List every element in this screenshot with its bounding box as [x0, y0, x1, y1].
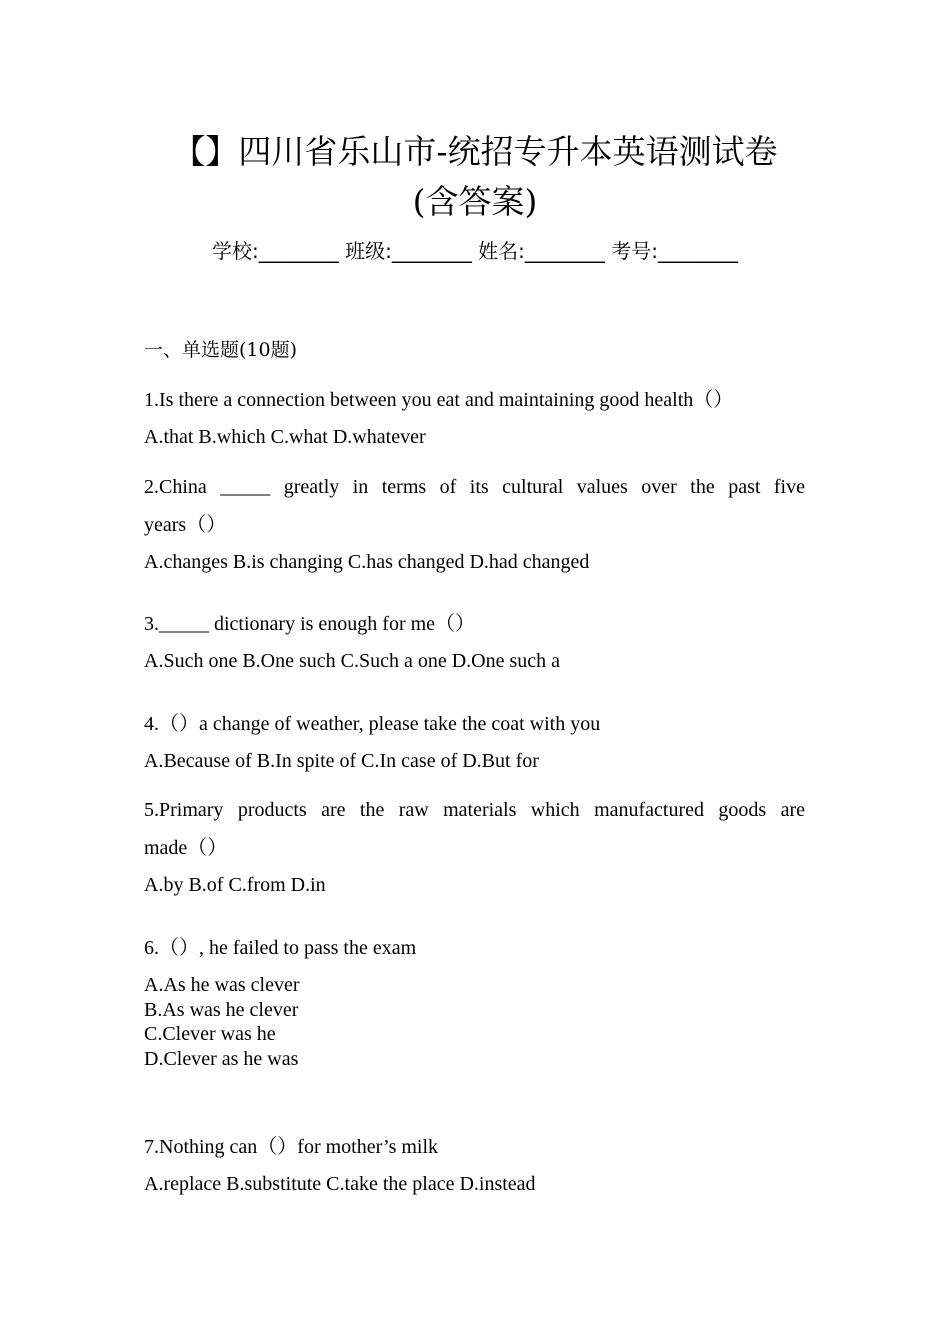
question-5-text-line-2: made（） — [144, 837, 228, 859]
question-5-text-line-1: 5.Primary products are the raw materials which manufactured goods are — [144, 799, 805, 821]
question-7-text: 7.Nothing can（）for mother’s milk — [144, 1136, 439, 1158]
question-6-text: 6.（）, he failed to pass the exam — [144, 937, 417, 959]
question-4-options: A.Because of B.In spite of C.In case of D.But for — [144, 750, 539, 772]
section-heading: 一、单选题(10题) — [144, 339, 298, 361]
question-1-text: 1.Is there a connection between you eat and maintaining good health（） — [144, 389, 734, 411]
question-6-option-c: C.Clever was he — [144, 1023, 276, 1045]
question-2-text-line-2: years（） — [144, 514, 227, 536]
document-title-line-2: (含答案) — [412, 182, 538, 221]
question-7-options: A.replace B.substitute C.take the place D.instead — [144, 1173, 536, 1195]
question-3-options: A.Such one B.One such C.Such a one D.One such a — [144, 650, 561, 672]
question-5-options: A.by B.of C.from D.in — [144, 874, 326, 896]
document-title-line-1: 【】四川省乐山市-统招专升本英语测试卷 — [172, 132, 778, 171]
question-3-text: 3._____ dictionary is enough for me（） — [144, 613, 476, 635]
question-6-option-b: B.As was he clever — [144, 999, 299, 1021]
question-1-options: A.that B.which C.what D.whatever — [144, 426, 426, 448]
question-4-text: 4.（）a change of weather, please take the coat with you — [144, 713, 601, 735]
question-2-options: A.changes B.is changing C.has changed D.had changed — [144, 551, 590, 573]
question-6-option-d: D.Clever as he was — [144, 1048, 299, 1070]
question-2-text-line-1: 2.China _____ greatly in terms of its cultural values over the past five — [144, 476, 805, 498]
question-6-option-a: A.As he was clever — [144, 974, 300, 996]
student-info-line: 学校:________ 班级:________ 姓名:________ 考号:________ — [211, 239, 739, 263]
